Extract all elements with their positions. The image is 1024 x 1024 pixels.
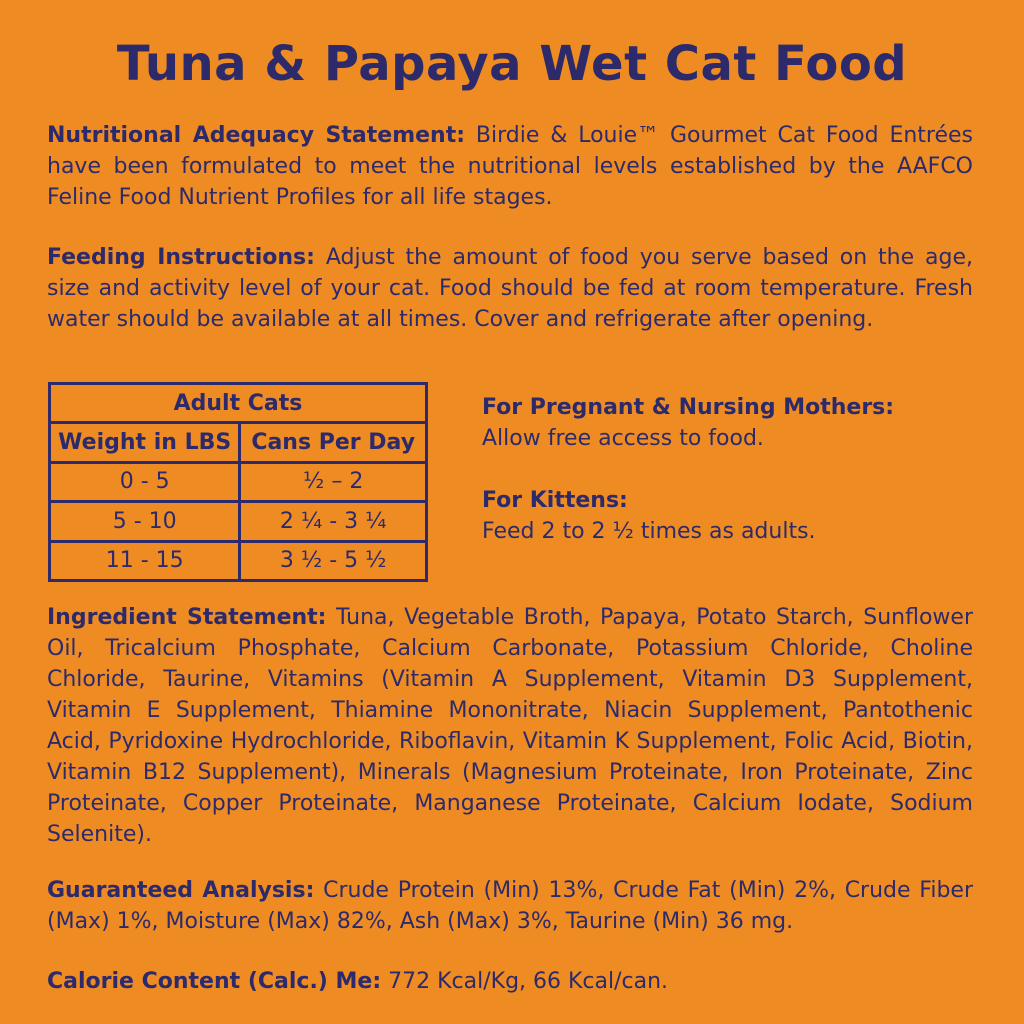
guaranteed-analysis — [47, 875, 973, 937]
kittens-section — [482, 485, 982, 547]
nutritional-adequacy-label: Nutritional Adequacy Statement: — [47, 123, 466, 148]
header-weight: Weight in LBS — [50, 423, 240, 462]
calorie-content-text: 772 Kcal/Kg, 66 Kcal/can. — [388, 969, 669, 994]
nutritional-adequacy-text: Birdie & Louie™ Gourmet Cat Food Entrées have been formulated to meet the nutritional levels established by the AAFCO Feline Food Nutrient Profiles for all life stages. — [47, 123, 974, 210]
guaranteed-analysis-text: Crude Protein (Min) 13%, Crude Fat (Min) 2%, Crude Fiber (Max) 1%, Moisture (Max) 82%, Ash (Max) 3%, Taurine (Min) 36 mg. — [47, 878, 973, 934]
weight-cell: 0 - 5 — [50, 462, 240, 501]
table-row — [50, 462, 427, 501]
weight-cell: 11 - 15 — [50, 541, 240, 580]
feeding-instructions-text: Adjust the amount of food you serve based on the age, size and activity level of your cat. Food should be fed at room temperature. Fresh water should be available at all times. Cover and refrigerate after opening. — [47, 245, 974, 332]
calorie-content — [47, 966, 973, 997]
page-title: Tuna & Papaya Wet Cat Food — [116, 36, 908, 92]
pregnant-nursing-section — [482, 392, 982, 454]
kittens-label: For Kittens: — [482, 488, 628, 513]
feeding-instructions-label: Feeding Instructions: — [47, 245, 315, 270]
table-row — [50, 541, 427, 580]
table-caption-row — [50, 384, 427, 423]
calorie-content-label: Calorie Content (Calc.) Me: — [47, 969, 382, 994]
feeding-instructions — [47, 242, 973, 335]
pregnant-nursing-text: Allow free access to food. — [482, 426, 764, 451]
cans-cell: ½ – 2 — [240, 462, 427, 501]
cans-cell: 3 ½ - 5 ½ — [240, 541, 427, 580]
nutritional-adequacy-statement — [47, 120, 973, 213]
kittens-text: Feed 2 to 2 ½ times as adults. — [482, 519, 816, 544]
ingredient-statement — [47, 602, 973, 850]
table-header-row — [50, 423, 427, 462]
header-cans: Cans Per Day — [240, 423, 427, 462]
adult-cats-feeding-table — [48, 382, 428, 582]
table-caption: Adult Cats — [50, 384, 427, 423]
ingredient-statement-label: Ingredient Statement: — [47, 605, 327, 630]
table-row — [50, 502, 427, 541]
cans-cell: 2 ¼ - 3 ¼ — [240, 502, 427, 541]
weight-cell: 5 - 10 — [50, 502, 240, 541]
ingredient-statement-text: Tuna, Vegetable Broth, Papaya, Potato Starch, Sunflower Oil, Tricalcium Phosphate, Calcium Carbonate, Potassium Chloride, Choline Chloride, Taurine, Vitamins (Vitamin A Supplement, Vitamin D3 Supplement, Vitamin E Supplement, Thiamine Mononitrate, Niacin Supplement, Pantothenic Acid, Pyridoxine Hydrochloride, Riboflavin, Vitamin K Supplement, Folic Acid, Biotin, Vitamin B12 Supplement), Minerals (Magnesium Proteinate, Iron Proteinate, Zinc Proteinate, Copper Proteinate, Manganese Proteinate, Calcium Iodate, Sodium Selenite). — [47, 605, 973, 847]
guaranteed-analysis-label: Guaranteed Analysis: — [47, 878, 315, 903]
pregnant-nursing-label: For Pregnant & Nursing Mothers: — [482, 395, 895, 420]
